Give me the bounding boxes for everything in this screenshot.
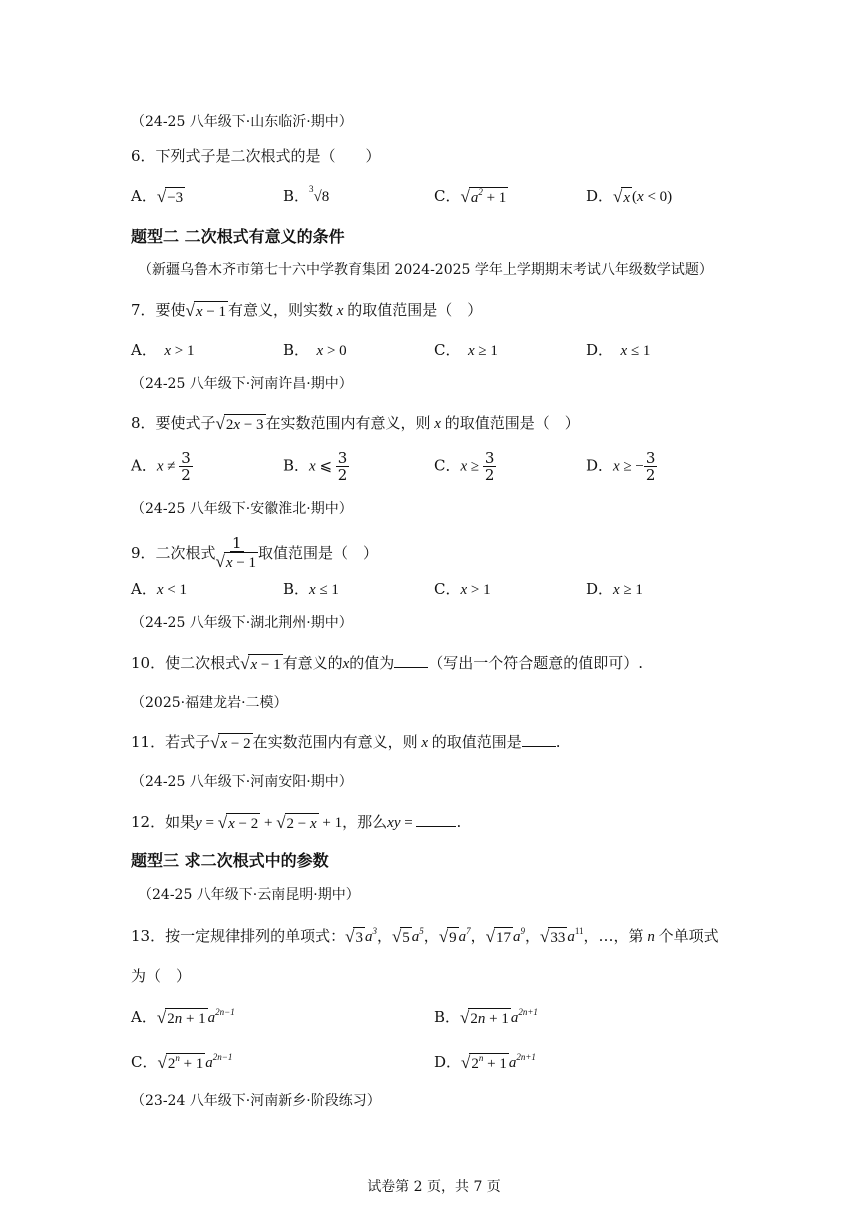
- section-heading: 题型三 求二次根式中的参数: [131, 851, 329, 870]
- question-13-stem: 13．按一定规律排列的单项式： √ 3 $a^3$， √ 5 $a^5$， √ 9 $a^7$， √ 17 $a^9$， √ 33 $a^{11}$，…，第 n 个单项式: [131, 926, 719, 946]
- source-note: （23-24 八年级下·河南新乡·阶段练习）: [131, 1093, 381, 1109]
- option-c: C． √ $a^2 + 1$: [434, 186, 507, 206]
- option-a: A． √ 2n + 1 $a^{2n-1}$: [131, 1007, 235, 1027]
- question-12-stem: 12．如果y = √ x − 2 + √ 2 − x + 1，那么xy = .: [131, 812, 462, 832]
- option-d: D．x ≥ − $\frac{3}{2}$: [586, 449, 656, 484]
- source-note: （24-25 八年级下·河南许昌·期中）: [131, 376, 353, 392]
- option-c: C．x > 1: [434, 580, 491, 598]
- source-note: （24-25 八年级下·河南安阳·期中）: [131, 774, 353, 790]
- option-a: A． √ −3: [131, 186, 184, 206]
- option-a: A．x < 1: [131, 580, 187, 598]
- source-note: （24-25 八年级下·湖北荆州·期中）: [131, 615, 353, 631]
- question-13-stem-cont: 为（ ）: [131, 967, 192, 985]
- source-note: （24-25 八年级下·安徽淮北·期中）: [131, 501, 353, 517]
- source-note: （2025·福建龙岩·二模）: [131, 695, 288, 711]
- option-c: C． √ 2$^n$ + 1 $a^{2n-1}$: [131, 1052, 233, 1072]
- question-11-stem: 11．若式子 √ x − 2 在实数范围内有意义，则 x 的取值范围是 .: [131, 732, 561, 752]
- question-6-stem: 6．下列式子是二次根式的是（ ）: [131, 147, 381, 165]
- option-a: A．x ≠ $\frac{3}{2}$: [131, 449, 191, 484]
- option-b: B． x > 0: [283, 341, 347, 359]
- option-c: C．x ≥ $\frac{3}{2}$: [434, 449, 495, 484]
- option-d: D．x ≥ 1: [586, 580, 643, 598]
- question-10-stem: 10．使二次根式 √ x − 1 有意义的x的值为 （写出一个符合题意的值即可）.: [131, 653, 644, 673]
- answer-blank[interactable]: [522, 732, 556, 747]
- page-footer: 试卷第 2 页，共 7 页: [367, 1179, 501, 1195]
- question-7-stem: 7．要使 √ x − 1 有意义，则实数 x 的取值范围是（ ）: [131, 300, 483, 320]
- source-note: （24-25 八年级下·山东临沂·期中）: [131, 114, 353, 130]
- option-a: A． x > 1: [131, 341, 195, 359]
- question-8-stem: 8．要使式子 √ 2x − 3 在实数范围内有意义，则 x 的取值范围是（ ）: [131, 413, 580, 433]
- answer-blank[interactable]: [394, 653, 428, 668]
- option-d: D． √ x (x < 0): [586, 186, 673, 206]
- question-9-stem: 9．二次根式 1 √ x − 1 取值范围是（ ）: [131, 534, 379, 571]
- option-d: D． x ≤ 1: [586, 341, 651, 359]
- option-c: C． x ≥ 1: [434, 341, 498, 359]
- source-note: （新疆乌鲁木齐市第七十六中学教育集团 2024-2025 学年上学期期末考试八年级数学试题）: [138, 262, 713, 278]
- answer-blank[interactable]: [416, 812, 456, 827]
- section-heading: 题型二 二次根式有意义的条件: [131, 227, 345, 246]
- option-b: B．x ≤ 1: [283, 580, 339, 598]
- option-b: B．x ⩽ $\frac{3}{2}$: [283, 449, 348, 484]
- source-note: （24-25 八年级下·云南昆明·期中）: [138, 887, 360, 903]
- option-d: D． √ 2$^n$ + 1 $a^{2n+1}$: [434, 1052, 536, 1072]
- option-b: B．$^3$√8: [283, 184, 330, 205]
- option-b: B． √ 2n + 1 $a^{2n+1}$: [434, 1007, 538, 1027]
